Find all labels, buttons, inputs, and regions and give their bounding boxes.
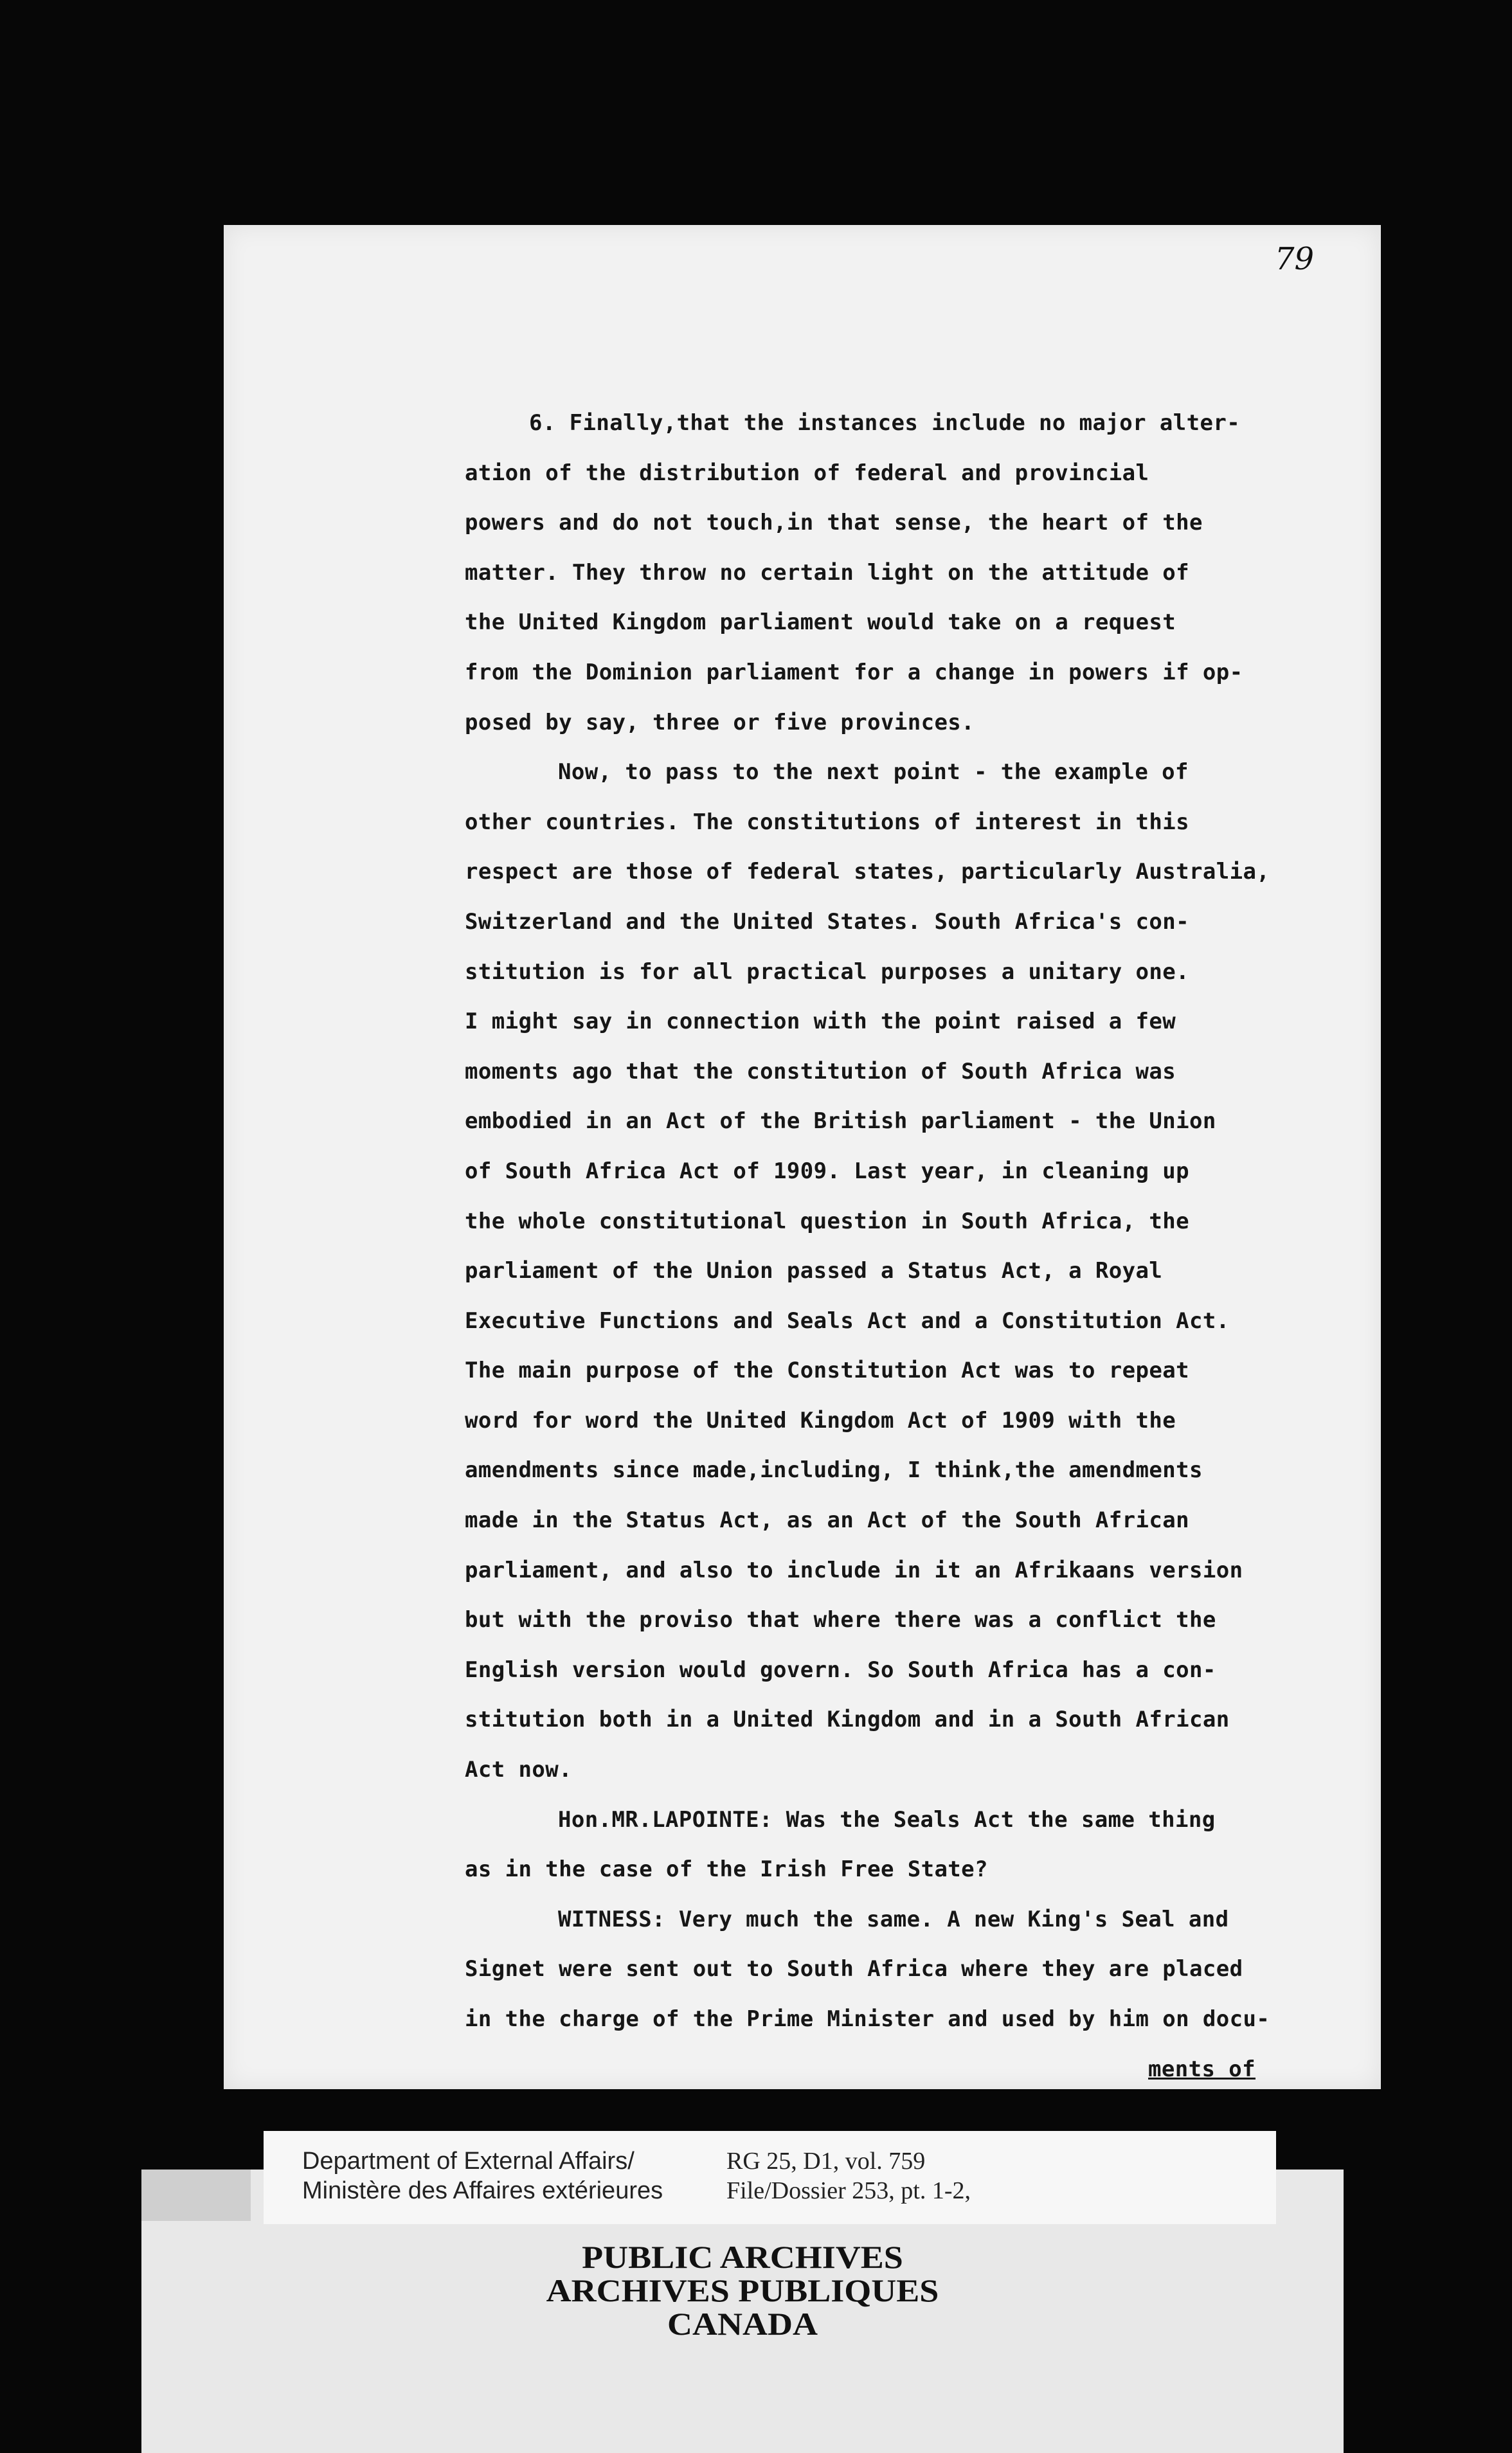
film-edge — [141, 2170, 251, 2221]
text-line: Signet were sent out to South Africa where they are placed — [465, 1956, 1243, 1982]
file-number: File/Dossier 253, pt. 1-2, — [726, 2177, 971, 2204]
department-fr: Ministère des Affaires extérieures — [302, 2177, 663, 2204]
text-line: posed by say, three or five provinces. — [465, 709, 975, 735]
text-line: Act now. — [465, 1757, 572, 1783]
text-line: 6. Finally,that the instances include no major alter- — [529, 410, 1241, 436]
text-line: stitution is for all practical purposes a unitary one. — [465, 958, 1189, 985]
continuation-text: ments of — [1148, 2056, 1256, 2082]
text-line: WITNESS: Very much the same. A new King's Seal and — [558, 1906, 1229, 1932]
text-line: Executive Functions and Seals Act and a Constitution Act. — [465, 1307, 1230, 1334]
stamp-line: CANADA — [667, 2306, 818, 2342]
text-line: but with the proviso that where there was a conflict the — [465, 1607, 1216, 1633]
reference-label — [264, 2131, 1276, 2224]
text-line: matter. They throw no certain light on the attitude of — [465, 559, 1189, 586]
text-line: powers and do not touch,in that sense, the heart of the — [465, 510, 1203, 536]
department-en: Department of External Affairs/ — [302, 2148, 634, 2175]
text-line: parliament, and also to include in it an Afrikaans version — [465, 1557, 1243, 1583]
text-line: Now, to pass to the next point - the example of — [558, 759, 1189, 786]
file-reference — [726, 2146, 971, 2206]
text-line: other countries. The constitutions of interest in this — [465, 809, 1189, 835]
department-label — [302, 2146, 663, 2206]
continuation-line — [465, 2045, 1358, 2095]
text-line: I might say in connection with the point raised a few — [465, 1009, 1176, 1035]
text-line: The main purpose of the Constitution Act was to repeat — [465, 1358, 1189, 1384]
text-line: in the charge of the Prime Minister and used by him on docu- — [465, 2006, 1270, 2032]
text-line: from the Dominion parliament for a change in powers if op- — [465, 659, 1243, 685]
text-line: of South Africa Act of 1909. Last year, in cleaning up — [465, 1158, 1189, 1184]
text-line: parliament of the Union passed a Status Act, a Royal — [465, 1258, 1163, 1284]
stamp-line: ARCHIVES PUBLIQUES — [546, 2272, 939, 2308]
text-line: moments ago that the constitution of South Africa was — [465, 1058, 1176, 1084]
text-line: made in the Status Act, as an Act of the South African — [465, 1507, 1189, 1534]
document-page — [224, 225, 1381, 2089]
text-line: the United Kingdom parliament would take on a request — [465, 609, 1176, 636]
page-number: 79 — [1275, 241, 1315, 277]
text-line: embodied in an Act of the British parliament - the Union — [465, 1108, 1216, 1135]
record-group: RG 25, D1, vol. 759 — [726, 2148, 926, 2175]
text-line: Switzerland and the United States. South Africa's con- — [465, 908, 1189, 935]
text-line: ation of the distribution of federal and provincial — [465, 460, 1149, 486]
text-line: word for word the United Kingdom Act of 1909 with the — [465, 1407, 1176, 1433]
text-line: stitution both in a United Kingdom and in a South African — [465, 1707, 1230, 1733]
text-line: English version would govern. So South Africa has a con- — [465, 1657, 1216, 1683]
text-line: amendments since made,including, I think,the amendments — [465, 1457, 1203, 1484]
stamp-line: PUBLIC ARCHIVES — [582, 2239, 903, 2275]
text-line: Hon.MR.LAPOINTE: Was the Seals Act the same thing — [558, 1806, 1216, 1833]
text-line: the whole constitutional question in South Africa, the — [465, 1208, 1189, 1234]
archive-stamp — [93, 2240, 1392, 2341]
typescript-body — [465, 399, 1358, 2094]
text-line: respect are those of federal states, particularly Australia, — [465, 859, 1270, 885]
text-line: as in the case of the Irish Free State? — [465, 1856, 988, 1883]
